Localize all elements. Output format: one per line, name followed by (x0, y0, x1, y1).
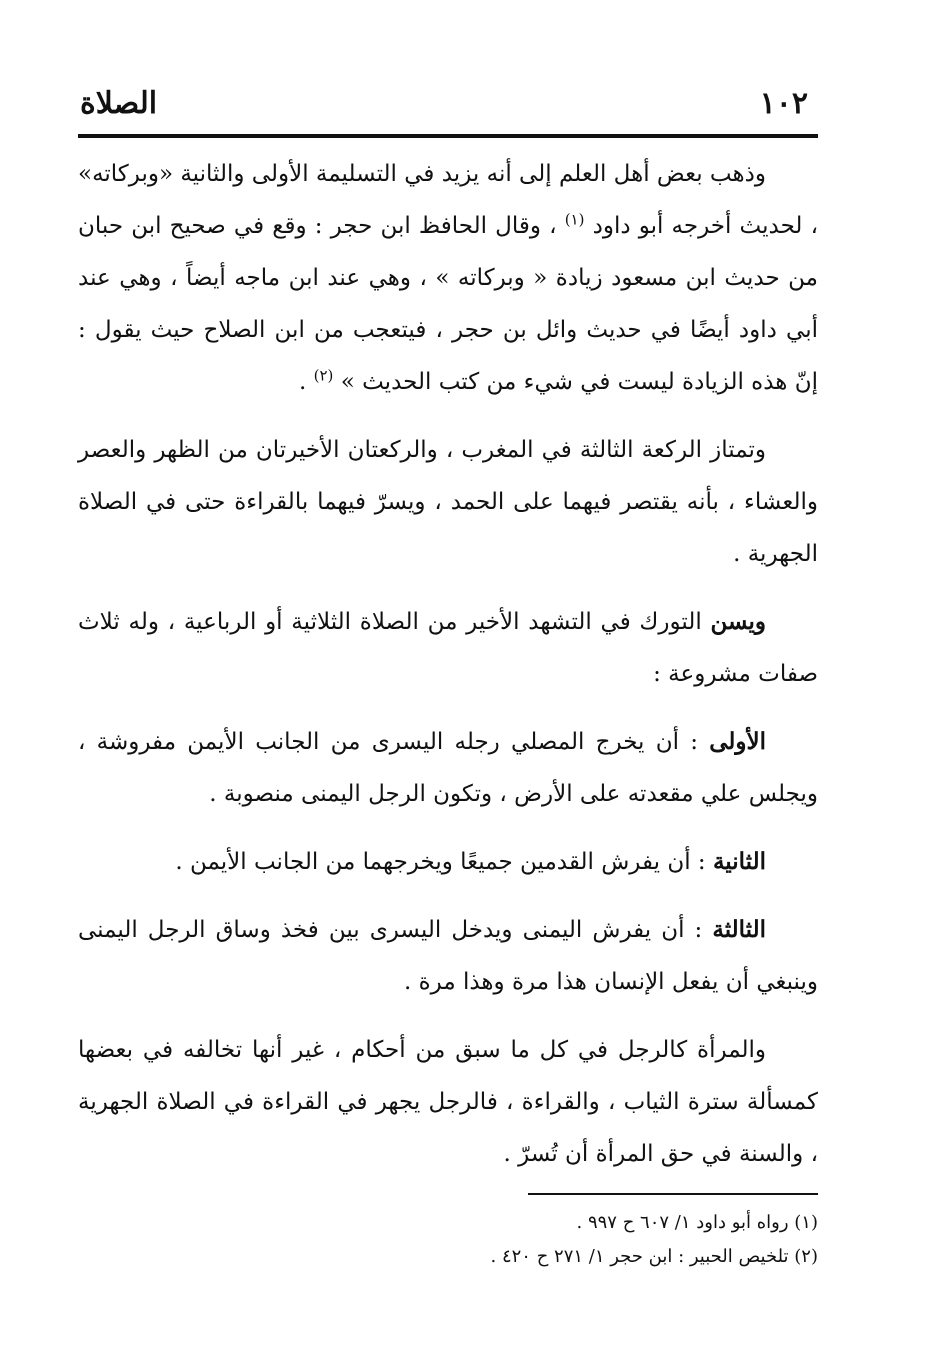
footnote-reference-2: (٢) (313, 366, 334, 385)
footnotes (78, 1206, 818, 1274)
paragraph-1 (78, 148, 818, 408)
paragraph-text: وذهب بعض أهل العلم إلى أنه يزيد في التسليمة الأولى والثانية «وبركاته» ، لحديث أخرجه أبو داود (78, 161, 819, 239)
paragraph-text: : أن يفرش اليمنى ويدخل اليسرى بين فخذ وساق الرجل اليمنى وينبغي أن يفعل الإنسان هذا مرة وهذا مرة . (78, 917, 818, 995)
paragraph-7 (78, 1024, 818, 1180)
footnote-1: (١) رواه أبو داود ١/ ٦٠٧ ح ٩٩٧ . (576, 1212, 818, 1233)
footnote-divider (528, 1193, 818, 1195)
footnote-reference-1: (١) (564, 210, 585, 229)
paragraph-3 (78, 596, 818, 700)
paragraph-2 (78, 424, 818, 580)
book-page (78, 78, 818, 1308)
page-header (78, 78, 818, 138)
paragraph-lead: الأولى (709, 728, 766, 755)
paragraph-text: التورك في التشهد الأخير من الصلاة الثلاثية أو الرباعية ، وله ثلاث صفات مشروعة : (78, 609, 818, 687)
paragraph-lead: ويسن (710, 608, 766, 635)
paragraph-4 (78, 716, 818, 820)
paragraph-lead: الثانية (712, 848, 766, 875)
page-number: ١٠٢ (759, 86, 808, 121)
paragraph-lead: الثالثة (712, 916, 766, 943)
paragraph-6 (78, 904, 818, 1008)
paragraph-text-continued: ، وقال الحافظ ابن حجر : وقع في صحيح ابن حبان من حديث ابن مسعود زيادة « وبركاته » ، وهي عند ابن ماجه أيضاً ، وهي عند أبي داود أيضًا في حديث وائل بن حجر ، فيتعجب من ابن الصلاح حيث يقول : إنّ هذه الزيادة ليست في شيء من كتب الحديث » (78, 213, 818, 395)
running-title: الصلاة (80, 86, 158, 121)
main-text (78, 148, 818, 1180)
paragraph-text: وتمتاز الركعة الثالثة في المغرب ، والركعتان الأخيرتان من الظهر والعصر والعشاء ، بأنه يقتصر فيهما على الحمد ، ويسرّ فيهما بالقراءة حتى في الصلاة الجهرية . (78, 437, 818, 567)
footnote-2: (٢) تلخيص الحبير : ابن حجر ١/ ٢٧١ ح ٤٢٠ . (490, 1246, 818, 1267)
paragraph-text: : أن يفرش القدمين جميعًا ويخرجهما من الجانب الأيمن . (175, 849, 713, 875)
paragraph-text: : أن يخرج المصلي رجله اليسرى من الجانب الأيمن مفروشة ، ويجلس علي مقعدته على الأرض ، وتكون الرجل اليمنى منصوبة . (78, 729, 818, 807)
paragraph-end: . (299, 369, 314, 395)
paragraph-5 (78, 836, 818, 888)
paragraph-text: والمرأة كالرجل في كل ما سبق من أحكام ، غير أنها تخالفه في بعضها كمسألة سترة الثياب ، والقراءة ، فالرجل يجهر في القراءة في الصلاة الجهرية ، والسنة في حق المرأة أن تُسرّ . (78, 1037, 818, 1167)
